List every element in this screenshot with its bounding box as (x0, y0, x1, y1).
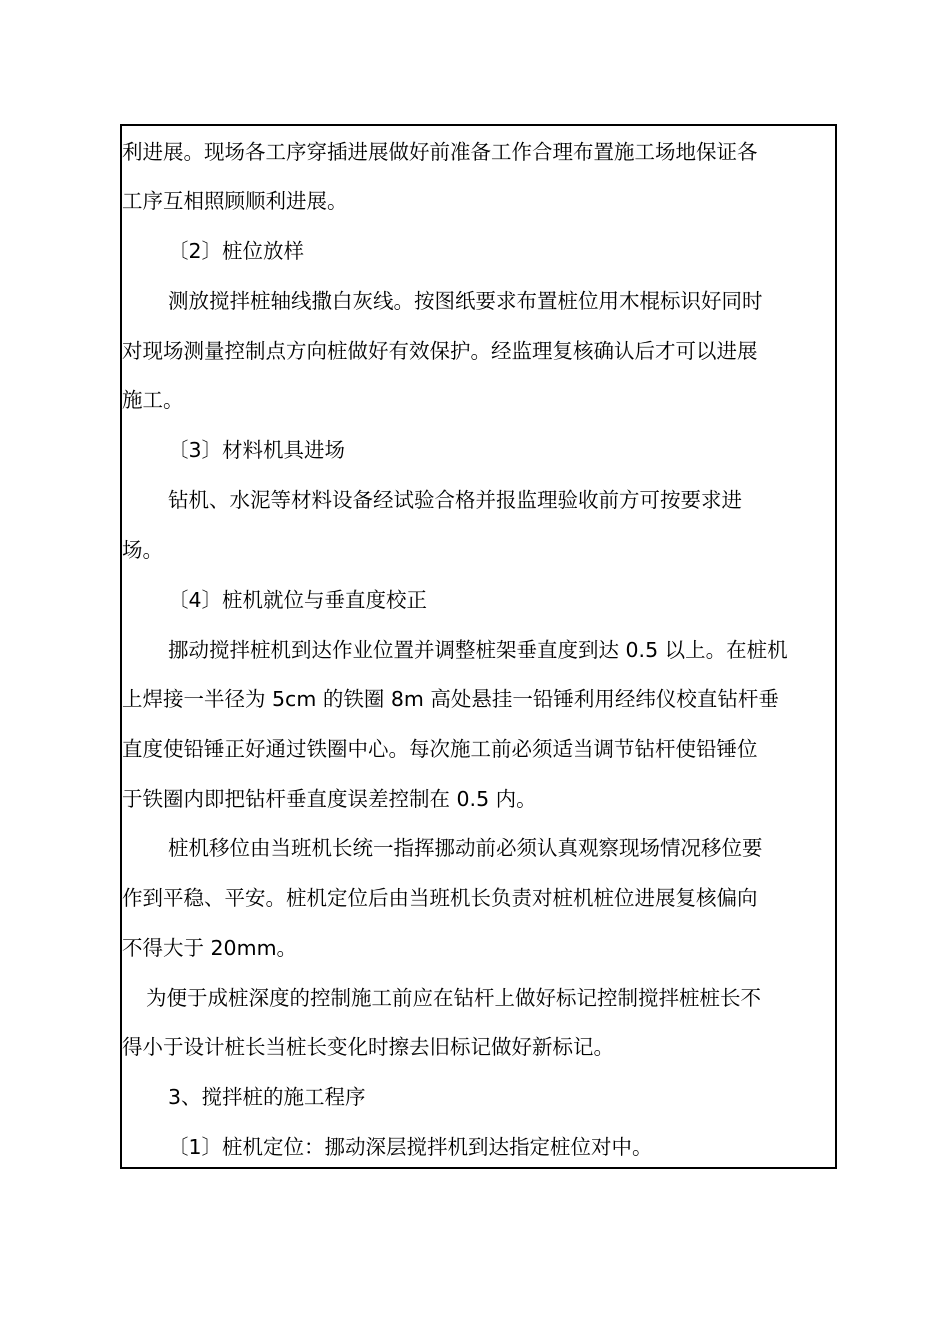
section-heading: 〔4〕桩机就位与垂直度校正 (168, 588, 428, 612)
section-heading: 〔2〕桩位放样 (168, 239, 305, 263)
text-line: 不得大于 20mm。 (122, 936, 298, 960)
text-line: 直度使铅锤正好通过铁圈中心。每次施工前必须适当调节钻杆使铅锤位 (122, 737, 758, 761)
text-line: 桩机移位由当班机长统一指挥挪动前必须认真观察现场情况移位要 (168, 836, 763, 860)
section-heading: 3、搅拌桩的施工程序 (168, 1085, 366, 1109)
text-line: 利进展。现场各工序穿插进展做好前准备工作合理布置施工场地保证各 (122, 140, 758, 164)
section-heading: 〔1〕桩机定位：挪动深层搅拌机到达指定桩位对中。 (168, 1135, 653, 1159)
text-line: 作到平稳、平安。桩机定位后由当班机长负责对桩机桩位进展复核偏向 (122, 886, 758, 910)
text-line: 钻机、水泥等材料设备经试验合格并报监理验收前方可按要求进 (168, 488, 742, 512)
text-line: 施工。 (122, 388, 184, 412)
text-line: 于铁圈内即把钻杆垂直度误差控制在 0.5 内。 (122, 787, 537, 811)
section-heading: 〔3〕材料机具进场 (168, 438, 346, 462)
text-line: 挪动搅拌桩机到达作业位置并调整桩架垂直度到达 0.5 以上。在桩机 (168, 638, 788, 662)
text-line: 为便于成桩深度的控制施工前应在钻杆上做好标记控制搅拌桩桩长不 (146, 986, 761, 1010)
text-line: 对现场测量控制点方向桩做好有效保护。经监理复核确认后才可以进展 (122, 339, 758, 363)
text-line: 上焊接一半径为 5cm 的铁圈 8m 高处悬挂一铅锤利用经纬仪校直钻杆垂 (122, 687, 779, 711)
text-line: 工序互相照顾顺利进展。 (122, 189, 348, 213)
text-line: 测放搅拌桩轴线撒白灰线。按图纸要求布置桩位用木棍标识好同时 (168, 289, 763, 313)
text-line: 场。 (122, 538, 163, 562)
text-line: 得小于设计桩长当桩长变化时擦去旧标记做好新标记。 (122, 1035, 614, 1059)
